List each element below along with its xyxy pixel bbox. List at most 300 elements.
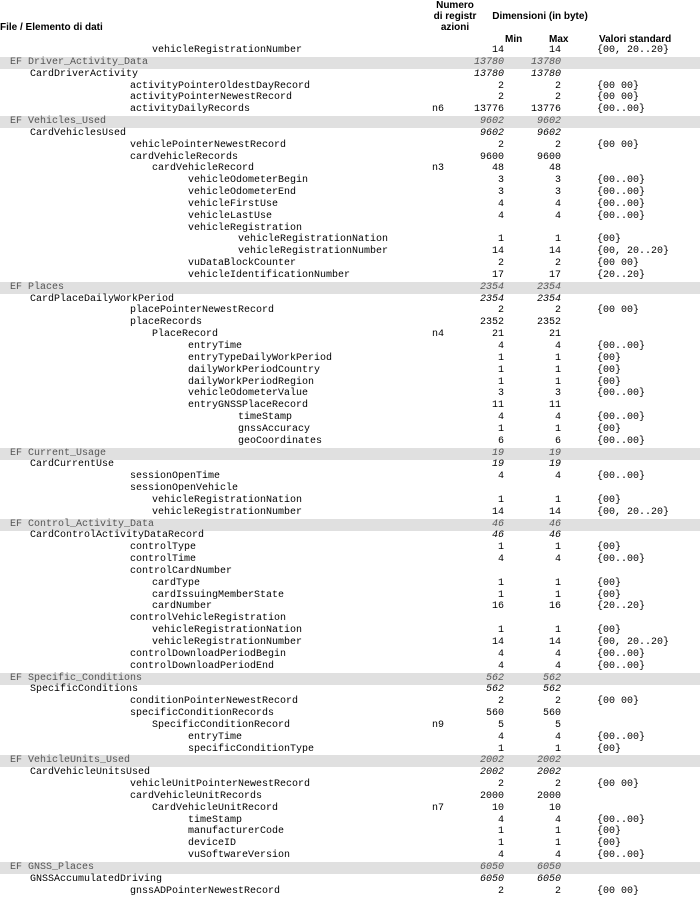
record-count: n7 <box>432 802 445 814</box>
table-row <box>0 223 700 235</box>
size-max: 4 <box>554 660 561 672</box>
size-min: 4 <box>497 660 504 672</box>
element-name: entryGNSSPlaceRecord <box>188 400 309 412</box>
size-max: 14 <box>548 246 561 258</box>
element-name: vuDataBlockCounter <box>188 258 297 270</box>
size-max: 6050 <box>536 873 561 885</box>
size-max: 2 <box>554 885 561 897</box>
size-max: 4 <box>554 850 561 862</box>
size-max: 4 <box>554 554 561 566</box>
element-name: vehicleUnitPointerNewestRecord <box>130 779 311 791</box>
table-row <box>0 412 700 424</box>
element-name: GNSSAccumulatedDriving <box>30 873 163 885</box>
table-row <box>0 566 700 578</box>
ef-file-row <box>0 862 700 874</box>
element-name: entryTime <box>188 341 243 352</box>
ef-file-row <box>0 448 700 460</box>
size-min: 4 <box>497 850 504 862</box>
table-row <box>0 637 700 649</box>
element-name: CardCurrentUse <box>30 459 115 471</box>
size-max: 46 <box>548 530 561 542</box>
ef-file-row <box>0 519 700 531</box>
element-name: CardVehicleUnitsUsed <box>30 767 151 779</box>
default-value: {00..00} <box>597 388 646 400</box>
size-max: 2 <box>554 258 561 270</box>
size-min: 4 <box>497 648 504 660</box>
element-name: dailyWorkPeriodRegion <box>188 376 315 388</box>
table-row <box>0 258 700 270</box>
table-row <box>0 601 700 613</box>
element-name: dailyWorkPeriodCountry <box>188 364 321 376</box>
table-row <box>0 483 700 495</box>
table-row <box>0 317 700 329</box>
size-max: 1 <box>554 589 561 601</box>
size-min: 9600 <box>479 151 504 163</box>
element-name: PlaceRecord <box>152 329 219 341</box>
table-row <box>0 377 700 389</box>
size-max: 1 <box>554 364 561 376</box>
size-min: 2 <box>497 80 504 92</box>
table-row <box>0 649 700 661</box>
default-value: {00..00} <box>597 187 646 199</box>
size-min: 2 <box>497 92 504 104</box>
table-row <box>0 720 700 732</box>
default-value: {00..00} <box>597 660 646 672</box>
header-file-element: File / Elemento di dati <box>0 22 103 33</box>
table-row <box>0 211 700 223</box>
size-max: 13776 <box>530 104 561 116</box>
size-min: 11 <box>491 400 504 412</box>
header-default-values: Valori standard <box>599 34 672 45</box>
element-name: EF Places <box>10 281 65 293</box>
table-row <box>0 140 700 152</box>
size-max: 13780 <box>530 68 561 80</box>
size-max: 4 <box>554 648 561 660</box>
default-value: {00 00} <box>597 696 640 708</box>
table-row <box>0 45 700 57</box>
table-row <box>0 744 700 756</box>
table-row <box>0 187 700 199</box>
size-min: 14 <box>491 246 504 258</box>
default-value: {00 00} <box>597 779 640 791</box>
default-value: {00..00} <box>597 175 646 187</box>
table-row <box>0 838 700 850</box>
element-name: EF VehicleUnits_Used <box>10 755 131 767</box>
table-row <box>0 732 700 744</box>
size-min: 1 <box>497 376 504 388</box>
size-max: 3 <box>554 187 561 199</box>
size-max: 21 <box>548 329 561 341</box>
table-row <box>0 81 700 93</box>
size-max: 4 <box>554 471 561 483</box>
element-name: gnssAccuracy <box>238 423 311 435</box>
default-value: {00} <box>597 826 622 838</box>
element-name: sessionOpenVehicle <box>130 483 239 495</box>
size-min: 1 <box>497 423 504 435</box>
element-name: SpecificConditions <box>30 684 139 696</box>
record-count: n9 <box>432 719 445 731</box>
size-max: 2352 <box>536 317 561 329</box>
element-name: cardVehicleRecords <box>130 151 239 163</box>
element-name: vehicleOdometerValue <box>188 388 309 400</box>
table-row <box>0 850 700 862</box>
size-max: 14 <box>548 637 561 648</box>
size-max: 1 <box>554 234 561 246</box>
table-row <box>0 684 700 696</box>
table-row <box>0 815 700 827</box>
size-max: 2000 <box>536 790 561 802</box>
size-max: 2002 <box>536 755 561 767</box>
table-row <box>0 163 700 175</box>
default-value: {00} <box>597 494 622 506</box>
size-max: 4 <box>554 210 561 222</box>
size-min: 4 <box>497 471 504 483</box>
size-max: 14 <box>548 506 561 518</box>
size-min: 4 <box>497 210 504 222</box>
header-size: Dimensioni (in byte) <box>492 11 588 22</box>
header-max: Max <box>549 34 569 45</box>
element-name: timeStamp <box>188 814 243 826</box>
size-min: 3 <box>497 175 504 187</box>
size-max: 46 <box>548 518 561 530</box>
size-min: 2354 <box>479 293 504 305</box>
default-value: {20..20} <box>597 269 646 281</box>
size-max: 562 <box>542 684 561 696</box>
size-min: 1 <box>497 352 504 364</box>
record-count: n3 <box>432 163 445 175</box>
table-row <box>0 590 700 602</box>
size-max: 2354 <box>536 281 561 293</box>
default-value: {00, 20..20} <box>597 506 670 518</box>
size-min: 2 <box>497 696 504 708</box>
default-value: {00..00} <box>597 210 646 222</box>
size-max: 2002 <box>536 767 561 779</box>
table-row <box>0 530 700 542</box>
table-row <box>0 424 700 436</box>
table-row <box>0 234 700 246</box>
element-name: vehicleRegistrationNation <box>238 234 389 246</box>
size-min: 2 <box>497 139 504 151</box>
element-name: manufacturerCode <box>188 826 285 838</box>
size-min: 2 <box>497 885 504 897</box>
table-row <box>0 554 700 566</box>
element-name: vehicleRegistration <box>188 222 303 234</box>
table-row <box>0 613 700 625</box>
ef-file-row <box>0 116 700 128</box>
size-min: 562 <box>485 684 504 696</box>
table-row <box>0 696 700 708</box>
size-min: 1 <box>497 838 504 850</box>
table-row <box>0 400 700 412</box>
header-record-count: Numero di registr azioni <box>433 0 477 33</box>
header-min: Min <box>505 34 523 45</box>
size-max: 4 <box>554 198 561 210</box>
element-name: deviceID <box>188 838 237 850</box>
element-name: cardIssuingMemberState <box>152 589 285 601</box>
size-min: 2000 <box>479 790 504 802</box>
default-value: {00..00} <box>597 104 646 116</box>
table-row <box>0 826 700 838</box>
element-name: CardControlActivityDataRecord <box>30 530 205 542</box>
size-min: 48 <box>491 163 504 175</box>
size-max: 2 <box>554 80 561 92</box>
size-min: 10 <box>491 802 504 814</box>
ef-file-row <box>0 57 700 69</box>
ef-file-row <box>0 673 700 685</box>
size-max: 1 <box>554 542 561 554</box>
element-name: specificConditionRecords <box>130 708 275 720</box>
element-name: EF Specific_Conditions <box>10 672 143 684</box>
size-min: 6050 <box>479 873 504 885</box>
size-max: 1 <box>554 838 561 850</box>
default-value: {00} <box>597 364 622 376</box>
size-min: 2 <box>497 305 504 317</box>
default-value: {00..00} <box>597 471 646 483</box>
default-value: {20..20} <box>597 601 646 613</box>
size-min: 14 <box>491 637 504 648</box>
size-min: 19 <box>491 447 504 459</box>
size-min: 2354 <box>479 281 504 293</box>
element-name: vehicleRegistrationNumber <box>152 637 303 648</box>
size-max: 1 <box>554 625 561 637</box>
element-name: CardVehicleUnitRecord <box>152 802 279 814</box>
default-value: {00, 20..20} <box>597 246 670 258</box>
table-row <box>0 353 700 365</box>
size-min: 6050 <box>479 861 504 873</box>
size-max: 13780 <box>530 56 561 68</box>
table-row <box>0 874 700 886</box>
size-min: 2 <box>497 258 504 270</box>
default-value: {00} <box>597 625 622 637</box>
size-min: 6 <box>497 435 504 447</box>
size-max: 9602 <box>536 116 561 128</box>
default-value: {00} <box>597 234 622 246</box>
size-max: 1 <box>554 826 561 838</box>
size-min: 1 <box>497 625 504 637</box>
element-name: controlDownloadPeriodBegin <box>130 648 287 660</box>
size-min: 4 <box>497 412 504 424</box>
size-max: 9602 <box>536 127 561 139</box>
element-name: vehicleOdometerBegin <box>188 175 309 187</box>
element-name: cardVehicleRecord <box>152 163 255 175</box>
element-name: EF Driver_Activity_Data <box>10 56 149 68</box>
table-row <box>0 791 700 803</box>
size-min: 4 <box>497 814 504 826</box>
element-name: timeStamp <box>238 412 293 424</box>
size-max: 6050 <box>536 861 561 873</box>
default-value: {00..00} <box>597 198 646 210</box>
element-name: gnssADPointerNewestRecord <box>130 885 281 897</box>
table-row <box>0 625 700 637</box>
size-min: 3 <box>497 388 504 400</box>
default-value: {00 00} <box>597 92 640 104</box>
size-max: 10 <box>548 802 561 814</box>
table-row <box>0 388 700 400</box>
default-value: {00 00} <box>597 305 640 317</box>
element-name: controlVehicleRegistration <box>130 613 287 625</box>
element-name: cardVehicleUnitRecords <box>130 790 263 802</box>
element-name: activityPointerOldestDayRecord <box>130 80 311 92</box>
size-max: 4 <box>554 412 561 424</box>
size-max: 2 <box>554 696 561 708</box>
table-row <box>0 507 700 519</box>
element-name: vehicleIdentificationNumber <box>188 269 351 281</box>
table-row <box>0 199 700 211</box>
table-row <box>0 305 700 317</box>
size-max: 4 <box>554 341 561 352</box>
table-row <box>0 246 700 258</box>
default-value: {00 00} <box>597 139 640 151</box>
element-name: vehicleFirstUse <box>188 198 279 210</box>
size-min: 13780 <box>473 56 504 68</box>
size-max: 14 <box>548 45 561 56</box>
element-name: CardVehiclesUsed <box>30 127 127 139</box>
element-name: controlCardNumber <box>130 565 233 577</box>
table-row <box>0 779 700 791</box>
size-min: 3 <box>497 187 504 199</box>
size-max: 2 <box>554 92 561 104</box>
size-min: 562 <box>485 672 504 684</box>
element-name: EF GNSS_Places <box>10 861 95 873</box>
size-max: 5 <box>554 719 561 731</box>
element-name: specificConditionType <box>188 743 315 755</box>
table-row <box>0 661 700 673</box>
size-min: 4 <box>497 198 504 210</box>
size-max: 9600 <box>536 151 561 163</box>
element-name: entryTime <box>188 731 243 743</box>
size-min: 46 <box>491 530 504 542</box>
default-value: {00..00} <box>597 435 646 447</box>
table-row <box>0 542 700 554</box>
size-max: 2 <box>554 779 561 791</box>
size-min: 21 <box>491 329 504 341</box>
default-value: {00..00} <box>597 731 646 743</box>
default-value: {00} <box>597 542 622 554</box>
size-max: 2 <box>554 139 561 151</box>
element-name: SpecificConditionRecord <box>152 719 291 731</box>
size-max: 1 <box>554 423 561 435</box>
size-min: 1 <box>497 826 504 838</box>
default-value: {00, 20..20} <box>597 45 670 56</box>
table-row <box>0 459 700 471</box>
element-name: controlType <box>130 542 197 554</box>
element-name: activityPointerNewestRecord <box>130 92 293 104</box>
table-row <box>0 329 700 341</box>
element-name: vehicleRegistrationNumber <box>152 506 303 518</box>
element-name: controlDownloadPeriodEnd <box>130 660 275 672</box>
size-min: 1 <box>497 364 504 376</box>
size-max: 1 <box>554 743 561 755</box>
record-count: n6 <box>432 104 445 116</box>
table-row <box>0 495 700 507</box>
default-value: {00..00} <box>597 554 646 566</box>
element-name: placeRecords <box>130 317 203 329</box>
size-min: 1 <box>497 743 504 755</box>
table-row <box>0 128 700 140</box>
size-min: 1 <box>497 542 504 554</box>
element-name: vuSoftwareVersion <box>188 850 291 862</box>
default-value: {00..00} <box>597 648 646 660</box>
table-row <box>0 803 700 815</box>
size-max: 4 <box>554 731 561 743</box>
size-min: 560 <box>485 708 504 720</box>
size-min: 2002 <box>479 767 504 779</box>
element-name: EF Control_Activity_Data <box>10 518 155 530</box>
table-row <box>0 341 700 353</box>
size-min: 9602 <box>479 116 504 128</box>
element-name: cardNumber <box>152 601 213 613</box>
element-name: vehiclePointerNewestRecord <box>130 139 287 151</box>
size-max: 19 <box>548 459 561 471</box>
default-value: {00 00} <box>597 80 640 92</box>
default-value: {00} <box>597 577 622 589</box>
size-max: 560 <box>542 708 561 720</box>
table-row <box>0 578 700 590</box>
default-value: {00} <box>597 376 622 388</box>
size-max: 3 <box>554 388 561 400</box>
element-name: sessionOpenTime <box>130 471 221 483</box>
size-max: 1 <box>554 352 561 364</box>
default-value: {00..00} <box>597 850 646 862</box>
size-min: 1 <box>497 577 504 589</box>
element-name: CardPlaceDailyWorkPeriod <box>30 293 175 305</box>
default-value: {00 00} <box>597 258 640 270</box>
element-name: EF Vehicles_Used <box>10 116 107 128</box>
size-max: 6 <box>554 435 561 447</box>
table-row <box>0 104 700 116</box>
size-max: 1 <box>554 577 561 589</box>
size-min: 4 <box>497 731 504 743</box>
size-max: 1 <box>554 494 561 506</box>
size-min: 17 <box>491 269 504 281</box>
default-value: {00} <box>597 589 622 601</box>
size-max: 1 <box>554 376 561 388</box>
element-name: CardDriverActivity <box>30 68 139 80</box>
size-min: 1 <box>497 589 504 601</box>
table-row <box>0 767 700 779</box>
size-min: 1 <box>497 494 504 506</box>
default-value: {00} <box>597 423 622 435</box>
size-min: 5 <box>497 719 504 731</box>
element-name: vehicleRegistrationNation <box>152 625 303 637</box>
size-max: 19 <box>548 447 561 459</box>
size-max: 3 <box>554 175 561 187</box>
size-min: 9602 <box>479 127 504 139</box>
size-min: 13776 <box>473 104 504 116</box>
size-min: 2002 <box>479 755 504 767</box>
element-name: controlTime <box>130 554 197 566</box>
size-min: 19 <box>491 459 504 471</box>
ef-file-row <box>0 755 700 767</box>
size-min: 13780 <box>473 68 504 80</box>
size-max: 11 <box>548 400 561 412</box>
element-name: cardType <box>152 577 201 589</box>
table-row <box>0 152 700 164</box>
size-min: 1 <box>497 234 504 246</box>
size-max: 4 <box>554 814 561 826</box>
default-value: {00 00} <box>597 885 640 897</box>
size-max: 48 <box>548 163 561 175</box>
default-value: {00} <box>597 838 622 850</box>
element-name: entryTypeDailyWorkPeriod <box>188 352 333 364</box>
table-row <box>0 175 700 187</box>
size-min: 14 <box>491 506 504 518</box>
size-min: 16 <box>491 601 504 613</box>
size-min: 4 <box>497 341 504 352</box>
default-value: {00} <box>597 743 622 755</box>
element-name: vehicleLastUse <box>188 210 273 222</box>
table-row <box>0 92 700 104</box>
